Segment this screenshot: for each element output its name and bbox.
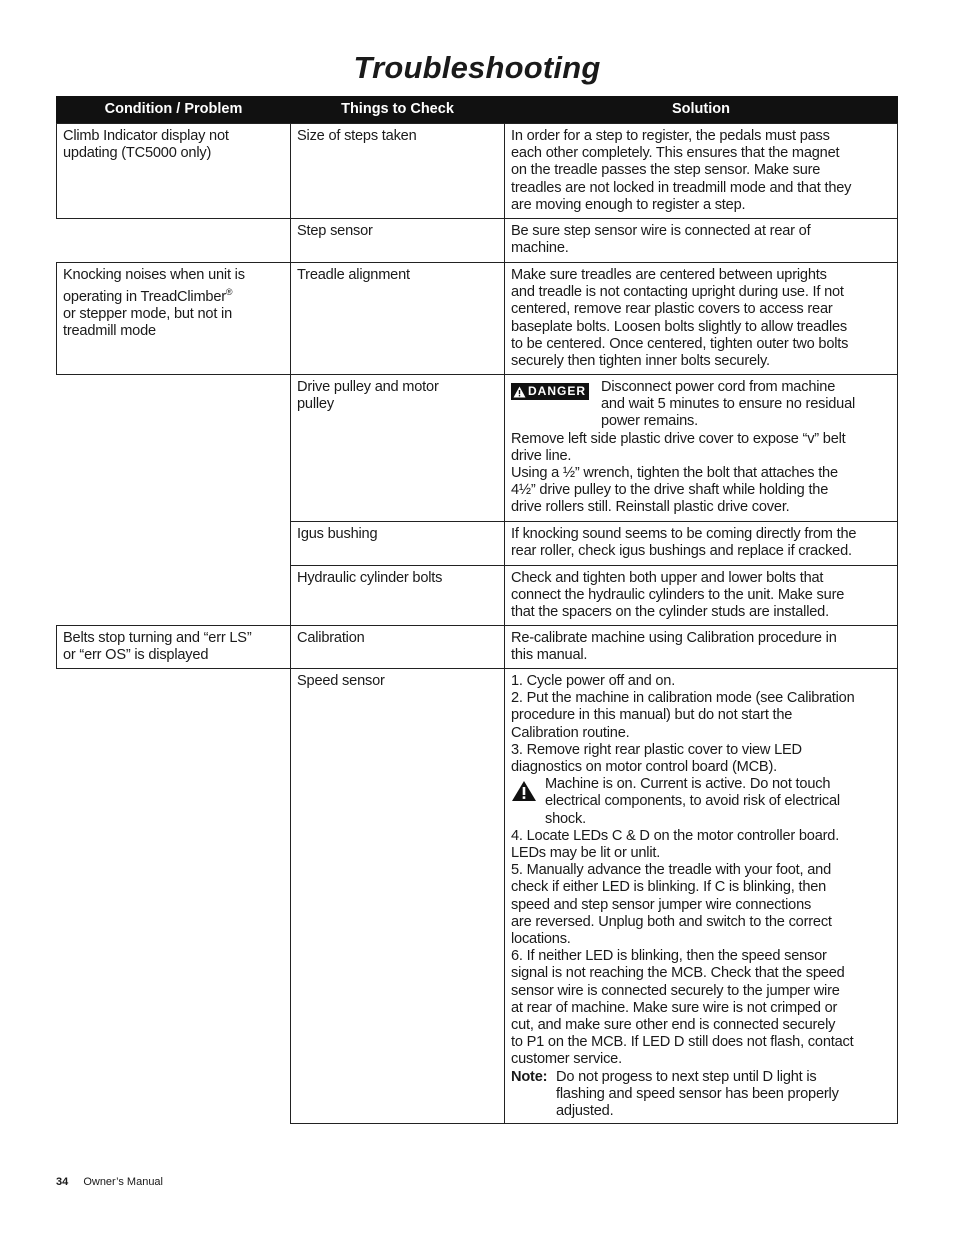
check-cell: Calibration xyxy=(290,625,505,669)
solution-cell: Make sure treadles are centered between uprights and treadle is not contacting upright during use. If not centered, remove rear plastic covers to access rear baseplate bolts. Loosen bolts slightly to allow treadles to be centered. Once centered, tighten outer two bolts securely then tighten inner bolts securely. xyxy=(504,262,898,375)
condition-line xyxy=(63,284,284,306)
solution-cell: If knocking sound seems to be coming directly from the rear roller, check igus bushings and replace if cracked. xyxy=(504,521,898,566)
solution-cell: Be sure step sensor wire is connected at rear of machine. xyxy=(504,218,898,263)
page-footer xyxy=(56,1176,163,1188)
danger-text: Disconnect power cord from machine and wait 5 minutes to ensure no residual power remains. xyxy=(601,379,856,430)
page-title: Troubleshooting xyxy=(353,50,601,85)
danger-label: DANGER xyxy=(528,383,587,398)
check-cell: Step sensor xyxy=(290,218,505,263)
condition-text: operating in TreadClimber xyxy=(63,289,226,306)
condition-line: or stepper mode, but not in treadmill mode xyxy=(63,306,233,340)
check-cell: Treadle alignment xyxy=(290,262,505,375)
check-cell: Speed sensor xyxy=(290,668,505,1124)
solution-cell: Check and tighten both upper and lower bolts that connect the hydraulic cylinders to the unit. Make sure that the spacers on the cylinder studs are installed. xyxy=(504,565,898,626)
check-cell: Hydraulic cylinder bolts xyxy=(290,565,505,626)
solution-cell: Re-calibrate machine using Calibration procedure in this manual. xyxy=(504,625,898,669)
warning-triangle-icon xyxy=(511,780,537,802)
footer-label: Owner’s Manual xyxy=(83,1176,163,1188)
danger-badge xyxy=(511,383,589,400)
solution-cell xyxy=(504,668,898,1124)
header-solution: Solution xyxy=(504,96,898,123)
condition-cell xyxy=(56,262,291,375)
solution-cell: In order for a step to register, the pedals must pass each other completely. This ensures that the magnet on the treadle passes the step sensor. Make sure treadles are not locked in treadmill mode and that they are moving enough to register a step. xyxy=(504,123,898,219)
page-number: 34 xyxy=(56,1176,69,1188)
danger-warning-icon xyxy=(513,386,526,398)
note xyxy=(511,1069,891,1121)
warning-text: Machine is on. Current is active. Do not touch electrical components, to avoid risk of electrical shock. xyxy=(545,776,840,827)
header-condition: Condition / Problem xyxy=(56,96,291,123)
danger-notice xyxy=(511,379,891,431)
check-cell: Drive pulley and motor pulley xyxy=(290,374,505,522)
solution-cell xyxy=(504,374,898,522)
note-label: Note: xyxy=(511,1068,548,1085)
header-things-to-check: Things to Check xyxy=(290,96,505,123)
solution-steps-1-3: 1. Cycle power off and on. 2. Put the machine in calibration mode (see Calibration procedure in this manual) but do not start the Calibration routine. 3. Remove right rear plastic cover to view LED diagnostics on motor control board (MCB). xyxy=(511,673,855,776)
registered-mark: ® xyxy=(225,287,233,298)
condition-line: Knocking noises when unit is xyxy=(63,267,245,283)
condition-cell: Climb Indicator display not updating (TC5000 only) xyxy=(56,123,291,219)
condition-cell: Belts stop turning and “err LS” or “err OS” is displayed xyxy=(56,625,291,669)
check-cell: Igus bushing xyxy=(290,521,505,566)
check-cell: Size of steps taken xyxy=(290,123,505,219)
note-text: Do not progess to next step until D light is flashing and speed sensor has been properly adjusted. xyxy=(556,1068,839,1120)
solution-steps-4-6: 4. Locate LEDs C & D on the motor controller board. LEDs may be lit or unlit. 5. Manually advance the treadle with your foot, and check if either LED is blinking. If C is blinking, then speed and step sensor jumper wire connections are reversed. Unplug both and switch to the correct locations. 6. If neither LED is blinking, then the speed sensor signal is not reaching the MCB. Check that the speed sensor wire is connected securely to the jumper wire at rear of machine. Make sure wire is not crimped or cut, and make sure other end is connected securely to P1 on the MCB. If LED D still does not flash, contact customer service. xyxy=(511,827,854,1068)
shock-warning xyxy=(511,776,891,828)
solution-text: Remove left side plastic drive cover to expose “v” belt drive line. Using a ½” wrench, tighten the bolt that attaches the 4½” drive pulley to the drive shaft while holding the drive rollers still. Reinstall plastic drive cover. xyxy=(511,430,846,516)
